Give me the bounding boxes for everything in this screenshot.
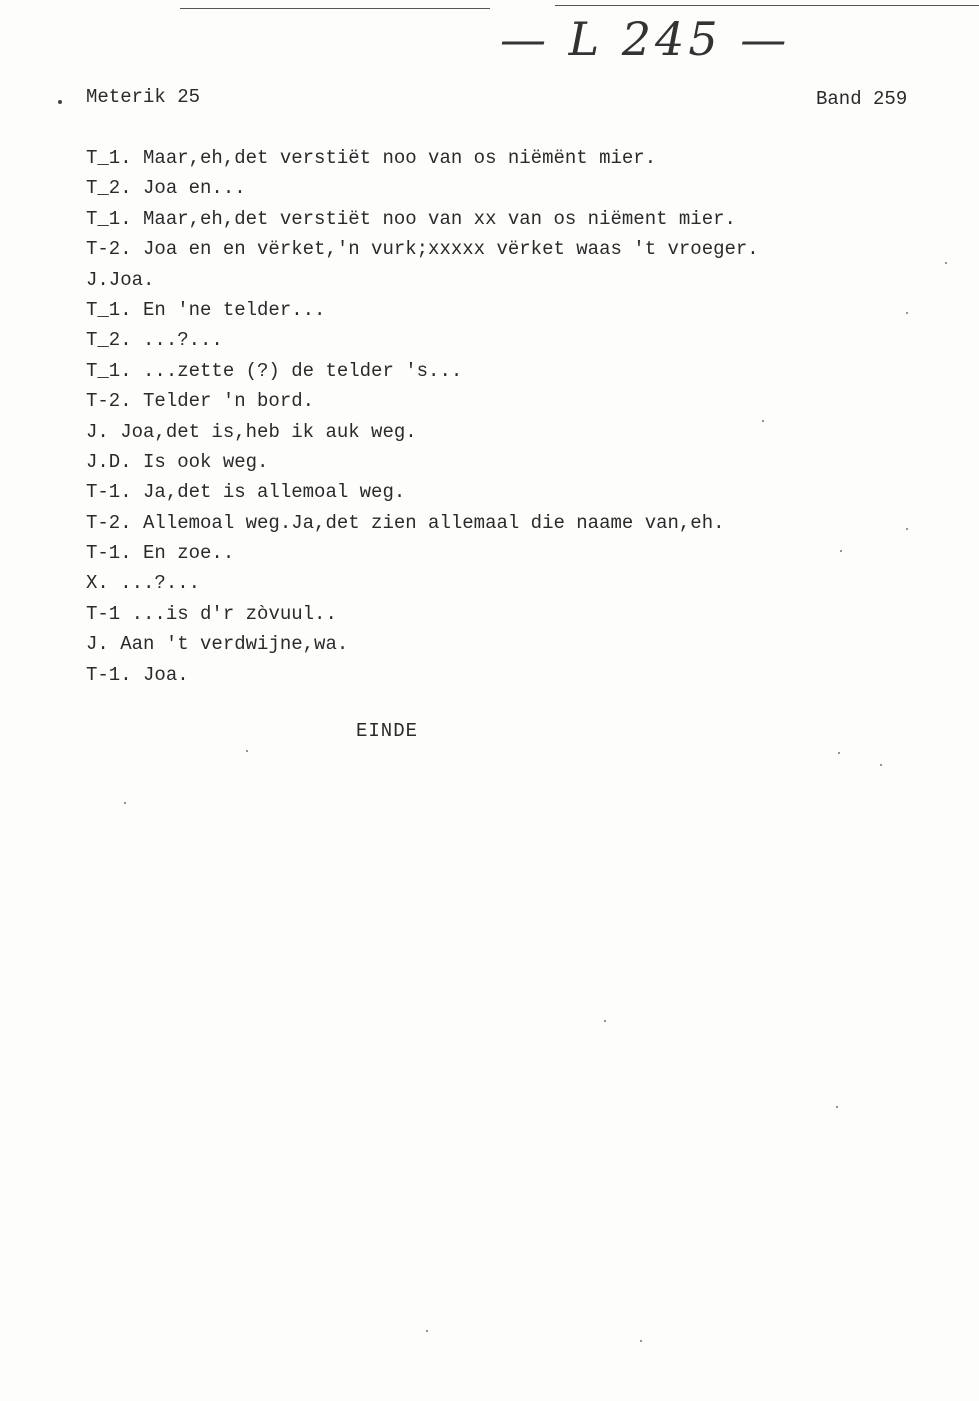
- speaker-label: T_1.: [86, 207, 132, 230]
- speech-text: Joa en...: [131, 177, 246, 200]
- scan-speck: [124, 802, 126, 804]
- header-location: Meterik 25: [86, 86, 201, 108]
- speaker-label: J.Joa.: [86, 268, 155, 291]
- bullet-dot: [58, 100, 62, 104]
- transcript-line: [86, 295, 946, 325]
- scan-speck: [640, 1340, 642, 1342]
- scan-speck: [836, 1106, 838, 1108]
- transcript-line: [86, 538, 946, 568]
- speaker-label: T-2.: [86, 238, 132, 261]
- speech-text: ...is d'r zòvuul..: [120, 602, 337, 625]
- speaker-label: T_1.: [86, 359, 132, 382]
- transcript-line: [86, 386, 946, 416]
- scan-speck: [840, 550, 842, 552]
- transcript-line: [86, 234, 946, 264]
- transcript-line: [86, 629, 946, 659]
- transcript-line: [86, 477, 946, 507]
- speaker-label: T_2.: [86, 177, 132, 200]
- transcript-line: [86, 356, 946, 386]
- speaker-label: T-1: [86, 602, 121, 625]
- transcript-line: [86, 325, 946, 355]
- transcript-line: [86, 265, 946, 295]
- top-rule-left: [180, 8, 490, 9]
- end-marker: EINDE: [356, 720, 419, 742]
- speech-text: ...?...: [131, 329, 223, 352]
- transcript-line: [86, 568, 946, 598]
- transcript-line: [86, 599, 946, 629]
- scan-speck: [246, 750, 248, 752]
- scan-speck: [880, 764, 882, 766]
- transcript-line: [86, 173, 946, 203]
- speech-text: Maar,eh,det verstiët noo van os niëmënt mier.: [131, 147, 657, 169]
- transcript-line: [86, 204, 946, 234]
- speaker-label: T-2.: [86, 390, 132, 413]
- speaker-label: T_2.: [86, 329, 132, 352]
- speech-text: Joa.: [131, 663, 189, 686]
- speech-text: Joa en en vërket,'n vurk;xxxxx vërket waas 't vroeger.: [131, 238, 759, 261]
- speech-text: En 'ne telder...: [131, 298, 326, 321]
- scan-speck: [838, 752, 840, 754]
- handwritten-document-number: — L 245 —: [500, 12, 791, 66]
- speech-text: ...?...: [108, 572, 201, 595]
- speech-text: Joa,det is,heb ik auk weg.: [108, 420, 417, 443]
- speech-text: En zoe..: [131, 542, 235, 565]
- transcript-body: [86, 143, 946, 690]
- speaker-label: J.: [86, 420, 109, 443]
- transcript-line: [86, 660, 946, 690]
- header-tape-number: Band 259: [816, 88, 908, 110]
- transcript-line: [86, 417, 946, 447]
- speaker-label: T-2.: [86, 511, 132, 534]
- transcript-line: [86, 447, 946, 477]
- transcript-line: [86, 508, 946, 538]
- speaker-label: J.D.: [86, 450, 132, 473]
- speech-text: Maar,eh,det verstiët noo van xx van os niëment mier.: [131, 207, 736, 230]
- transcript-line: [86, 143, 946, 173]
- scan-speck: [906, 528, 908, 530]
- speech-text: Allemoal weg.Ja,det zien allemaal die naame van,eh.: [131, 511, 725, 534]
- scan-speck: [604, 1020, 606, 1022]
- speech-text: Telder 'n bord.: [131, 390, 315, 413]
- speaker-label: X.: [86, 572, 109, 595]
- speaker-label: T_1.: [86, 298, 132, 321]
- speaker-label: T-1.: [86, 481, 132, 504]
- scan-speck: [906, 312, 908, 314]
- scan-speck: [945, 262, 947, 264]
- speech-text: Aan 't verdwijne,wa.: [108, 633, 349, 656]
- speaker-label: T-1.: [86, 542, 132, 565]
- speaker-label: T_1.: [86, 147, 132, 169]
- top-rule-right: [555, 5, 979, 6]
- speaker-label: J.: [86, 633, 109, 656]
- speech-text: ...zette (?) de telder 's...: [131, 359, 463, 382]
- speech-text: Ja,det is allemoal weg.: [131, 481, 406, 504]
- speaker-label: T-1.: [86, 663, 132, 686]
- speech-text: Is ook weg.: [131, 450, 269, 473]
- scan-speck: [762, 420, 764, 422]
- scan-speck: [426, 1330, 428, 1332]
